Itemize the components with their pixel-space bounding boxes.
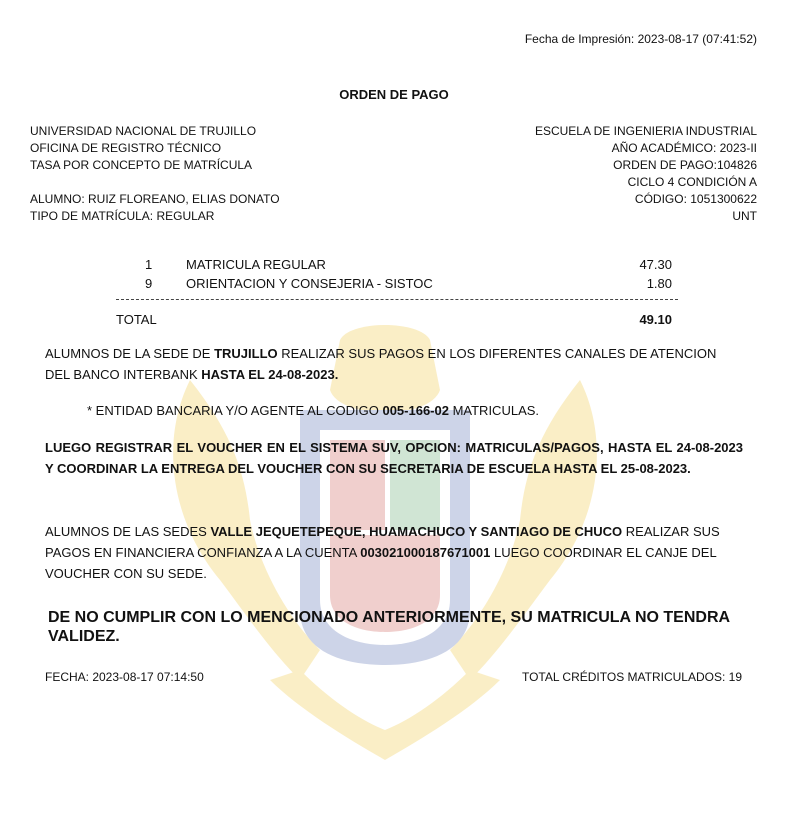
cycle-condition: CICLO 4 CONDICIÓN A bbox=[627, 175, 757, 189]
order-number: ORDEN DE PAGO:104826 bbox=[613, 158, 757, 172]
academic-year: AÑO ACADÉMICO: 2023-II bbox=[611, 141, 757, 155]
enrollment-type: TIPO DE MATRÍCULA: REGULAR bbox=[30, 209, 215, 223]
item-amount: 1.80 bbox=[646, 276, 672, 291]
university-abbr: UNT bbox=[732, 209, 757, 223]
item-number: 9 bbox=[145, 276, 153, 291]
item-description: ORIENTACION Y CONSEJERIA - SISTOC bbox=[186, 276, 433, 291]
text-segment: MATRICULAS. bbox=[448, 403, 540, 418]
text-segment: ALUMNOS DE LAS SEDES bbox=[45, 524, 211, 539]
text-segment: LUEGO COORDINAR EL CANJE DEL VOUCHER CON SU SEDE. bbox=[45, 545, 717, 581]
text-segment-bold: 005-166-02 bbox=[382, 403, 449, 418]
office-name: OFICINA DE REGISTRO TÉCNICO bbox=[30, 141, 222, 155]
page-title: ORDEN DE PAGO bbox=[339, 87, 449, 102]
total-amount: 49.10 bbox=[639, 312, 672, 327]
text-segment-bold: TRUJILLO bbox=[214, 346, 278, 361]
footer-date: FECHA: 2023-08-17 07:14:50 bbox=[45, 670, 204, 684]
item-amount: 47.30 bbox=[639, 257, 672, 272]
student-name: ALUMNO: RUIZ FLOREANO, ELIAS DONATO bbox=[30, 192, 280, 206]
text-segment: ALUMNOS DE LA SEDE DE bbox=[45, 346, 215, 361]
item-number: 1 bbox=[145, 257, 153, 272]
text-segment-bold: VALLE JEQUETEPEQUE, HUAMACHUCO Y SANTIAGO DE CHUCO bbox=[210, 524, 623, 539]
text-segment: REALIZAR SUS PAGOS EN FINANCIERA CONFIANZA A LA CUENTA bbox=[45, 524, 720, 560]
text-segment: REALIZAR SUS PAGOS EN LOS DIFERENTES CANALES DE ATENCION DEL BANCO INTERBANK bbox=[45, 346, 717, 382]
fee-concept: TASA POR CONCEPTO DE MATRÍCULA bbox=[30, 158, 253, 172]
header-right bbox=[535, 123, 757, 225]
footer-credits: TOTAL CRÉDITOS MATRICULADOS: 19 bbox=[521, 670, 742, 684]
student-code: CÓDIGO: 1051300622 bbox=[634, 192, 757, 206]
payment-instructions-trujillo bbox=[45, 343, 743, 385]
text-segment: * ENTIDAD BANCARIA Y/O AGENTE AL CODIGO bbox=[87, 403, 383, 418]
text-segment-bold: 003021000187671001 bbox=[360, 545, 491, 560]
print-date: Fecha de Impresión: 2023-08-17 (07:41:52) bbox=[524, 32, 757, 46]
voucher-registration-instructions: LUEGO REGISTRAR EL VOUCHER EN EL SISTEMA SUV, OPCION: MATRICULAS/PAGOS, HASTA EL 24-08-2023 Y COORDINAR LA ENTREGA DEL VOUCHER CON SU SECRETARIA DE ESCUELA HASTA EL 25-08-2023. bbox=[45, 440, 743, 476]
validity-warning: DE NO CUMPLIR CON LO MENCIONADO ANTERIORMENTE, SU MATRICULA NO TENDRA VALIDEZ. bbox=[48, 609, 730, 645]
bank-agent-code bbox=[87, 400, 539, 421]
university-name: UNIVERSIDAD NACIONAL DE TRUJILLO bbox=[30, 124, 257, 138]
total-label: TOTAL bbox=[116, 312, 157, 327]
text-segment-bold: HASTA EL 24-08-2023. bbox=[201, 367, 339, 382]
school-name: ESCUELA DE INGENIERIA INDUSTRIAL bbox=[534, 124, 757, 138]
table-divider bbox=[116, 299, 678, 300]
header-left bbox=[30, 123, 280, 225]
payment-instructions-other-campuses bbox=[45, 521, 743, 584]
item-description: MATRICULA REGULAR bbox=[186, 257, 326, 272]
